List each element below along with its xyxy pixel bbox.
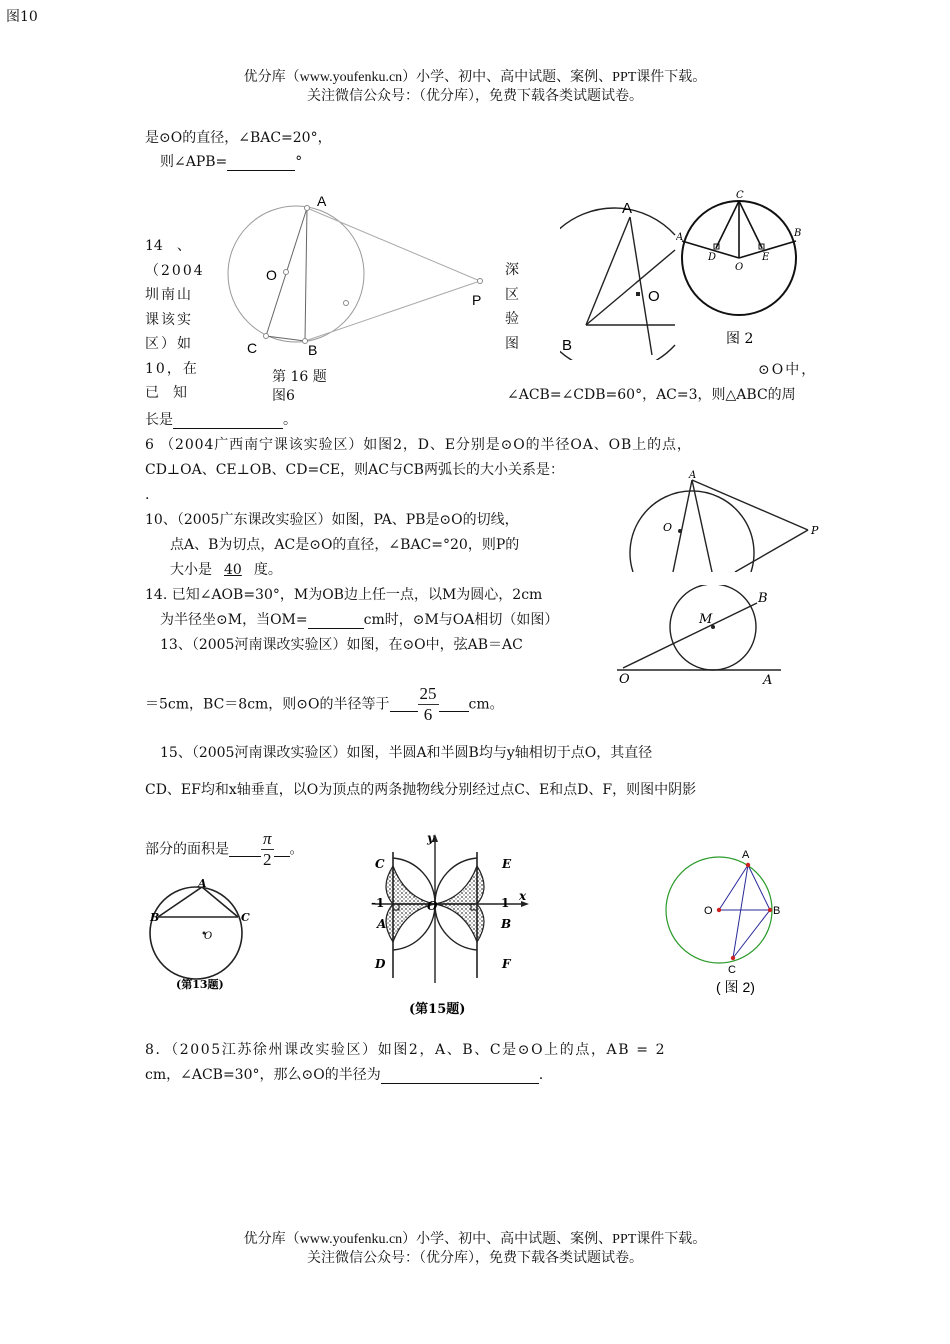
fig2-top-label-b: B	[794, 228, 802, 239]
q14b-line-1: 14. 已知∠AOB=30°，M为OB边上任一点，以M为圆心，2cm	[145, 587, 543, 603]
fig15-label-a: A	[377, 917, 387, 931]
fig16-label-c: C	[247, 340, 258, 356]
fig2-bottom-label-b: B	[773, 905, 781, 917]
fig-m-label-o: O	[619, 672, 630, 687]
fig2-bottom-label-c: C	[728, 964, 736, 976]
figure-16-tangents	[210, 190, 500, 365]
fig2-bottom-label-o: O	[704, 905, 713, 917]
fig2-top-label-d: D	[708, 252, 717, 263]
fig-m-label-m: M	[699, 612, 713, 627]
q10-line-2: 点A、B为切点，AC是⊙O的直径，∠BAC=°20，则P的	[170, 537, 520, 553]
fig-tangent-label-o: O	[663, 521, 673, 534]
fig16-label-b: B	[308, 342, 318, 358]
footer-line-2: 关注微信公众号：（优分库），免费下载各类试题试卷。	[307, 1251, 643, 1266]
q6-line-1: 6 （2004广西南宁课该实验区）如图2，D、E分别是⊙O的半径OA、OB上的点，	[145, 437, 692, 453]
fig15-label-f: F	[502, 957, 511, 971]
fig15-caption: (第15题)	[409, 1002, 466, 1017]
fig-abc-label-b: B	[562, 337, 573, 354]
corner-figure-label: 图10	[6, 9, 38, 25]
q14a-circle-o: ⊙O中，	[758, 362, 818, 378]
fig16-caption-1: 第 16 题	[272, 369, 327, 385]
fig2-bottom-label-a: A	[742, 849, 750, 861]
figure-13	[148, 873, 258, 998]
figure-2-top	[676, 186, 806, 350]
fig13-label-b: B	[150, 911, 160, 924]
fig15-label-neg1: -1	[371, 896, 385, 910]
q14a-left-column: 14 、 （2004 圳南山 课该实 区）如 10，在 已 知	[145, 238, 205, 401]
q14a-last-line: 长是 。	[145, 412, 297, 428]
q14a-right-column: 深 区 验 图	[505, 262, 519, 352]
q6-line-3: .	[145, 487, 150, 503]
fig15-label-b: B	[501, 917, 512, 931]
fig15-label-o: O	[427, 899, 438, 913]
fig15-label-e: E	[502, 857, 512, 871]
fig-tangent-label-a: A	[689, 470, 697, 481]
q15-line-3: 部分的面积是 $\frac{\pi}{2}$ 。	[145, 829, 304, 869]
fig2-top-label-o: O	[735, 262, 744, 273]
q13-line-2: ＝5cm，BC＝8cm，则⊙O的半径等于 $\frac{25}{6}$ cm。	[145, 684, 504, 724]
figure-triangle-abc	[560, 195, 678, 360]
fig15-label-y: y	[427, 831, 434, 845]
fig16-caption-2: 图6	[272, 388, 295, 404]
top-line-2: 则∠APB= °	[160, 154, 303, 170]
fig-m-label-b: B	[758, 591, 768, 606]
fig-m-label-a: A	[763, 673, 773, 687]
fig16-label-p: P	[472, 292, 482, 308]
figure-circle-m	[615, 585, 785, 687]
fig2-top-caption: 图 2	[726, 331, 754, 347]
fig13-caption: (第13题)	[176, 978, 224, 991]
q14a-line-acb: ∠ACB=∠CDB=60°，AC=3，则△ABC的周	[507, 387, 796, 403]
q15-line-2: CD、EF均和x轴垂直，以O为顶点的两条抛物线分别经过点C、E和点D、F，则图中阴影	[145, 782, 697, 798]
top-line-1: 是⊙O的直径，∠BAC=20°，	[145, 130, 332, 146]
fig15-label-x: x	[519, 889, 527, 903]
q10-line-1: 10、（2005广东课改实验区）如图，PA、PB是⊙O的切线，	[145, 512, 519, 528]
q10-line-3: 大小是 40 度。	[170, 562, 282, 578]
figure-tangent-p	[625, 470, 825, 572]
q8-line-1: 8．（2005江苏徐州课改实验区）如图2，A、B、C是⊙O上的点，AB = 2	[145, 1042, 667, 1058]
q15-line-1: 15、（2005河南课改实验区）如图，半圆A和半圆B均与y轴相切于点O，其直径	[160, 745, 653, 761]
fig15-label-c: C	[375, 857, 385, 871]
fig13-label-a: A	[198, 877, 207, 890]
fig16-label-o: O	[266, 267, 277, 283]
footer-line-1: 优分库（www.youfenku.cn）小学、初中、高中试题、案例、PPT课件下载。	[243, 1232, 707, 1247]
header-line-2: 关注微信公众号：（优分库），免费下载各类试题试卷。	[307, 89, 643, 104]
q13-line-1: 13、（2005河南课改实验区）如图，在⊙O中，弦AB＝AC	[160, 637, 523, 653]
fig13-label-o: O	[204, 931, 213, 942]
q6-line-2: CD⊥OA、CE⊥OB、CD=CE，则AC与CB两弧长的大小关系是：	[145, 462, 564, 478]
q14b-line-2: 为半径坐⊙M，当OM= cm时，⊙M与OA相切（如图）	[160, 612, 559, 628]
fig2-top-label-c: C	[736, 190, 744, 201]
q8-line-2: cm，∠ACB=30°，那么⊙O的半径为 .	[145, 1067, 544, 1083]
fig15-label-d: D	[375, 957, 386, 971]
fig2-top-label-a: A	[676, 232, 684, 243]
fig15-label-pos1: 1	[501, 896, 510, 910]
fig-abc-label-o: O	[648, 288, 660, 305]
fig-abc-label-a: A	[622, 200, 633, 217]
fig-tangent-label-p: P	[811, 524, 819, 537]
header-line-1: 优分库（www.youfenku.cn）小学、初中、高中试题、案例、PPT课件下载。	[243, 70, 707, 85]
figure-2-bottom	[660, 845, 790, 1000]
fig13-label-c: C	[241, 911, 250, 924]
figure-15	[365, 828, 535, 1023]
fig2-bottom-caption: ( 图 2)	[716, 979, 755, 995]
fig2-top-label-e: E	[762, 252, 770, 263]
fig16-label-a: A	[317, 193, 327, 209]
q10-answer: 40	[224, 562, 242, 578]
